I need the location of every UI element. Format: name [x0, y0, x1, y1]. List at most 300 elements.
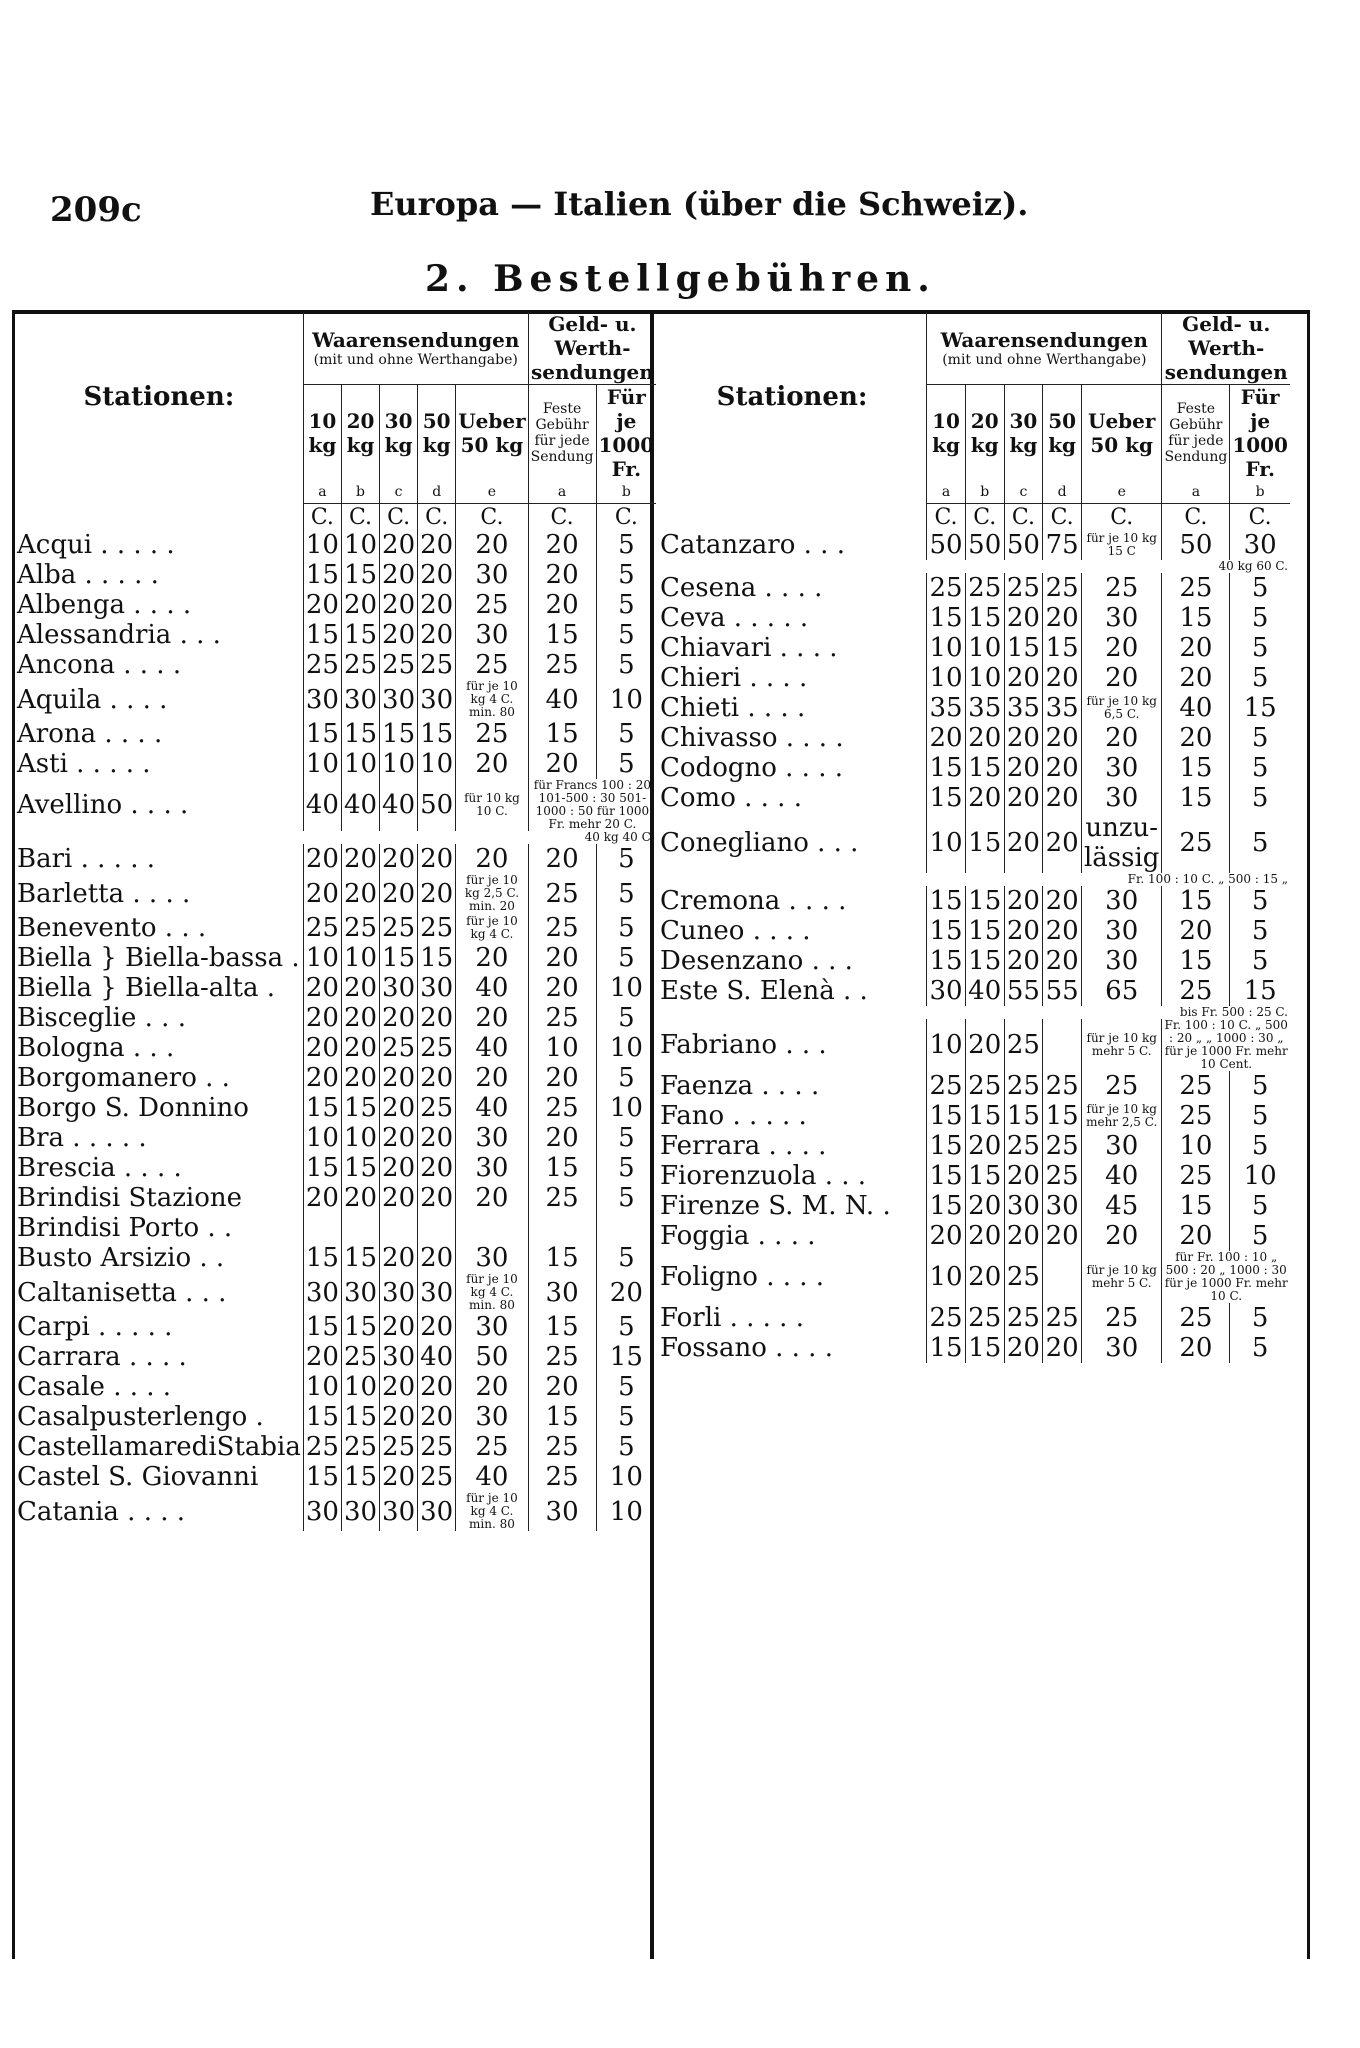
fee-note: bis Fr. 500 : 25 C.	[1179, 1005, 1288, 1019]
table-row	[658, 976, 1290, 1006]
fee-cell: 25	[528, 1432, 596, 1462]
fee-cell: 5	[596, 844, 656, 874]
fee-cell: 25	[341, 650, 379, 680]
station-name: CastellamarediStabia	[17, 1432, 301, 1462]
table-row	[15, 973, 656, 1003]
fee-cell: 15	[303, 560, 341, 590]
page-title: Europa — Italien (über die Schweiz).	[370, 185, 1029, 223]
fee-cell: 20	[1081, 1221, 1161, 1251]
fee-cell: 20	[341, 590, 379, 620]
fee-cell: 15	[303, 719, 341, 749]
fee-cell: 25	[456, 719, 528, 749]
table-row	[15, 844, 656, 874]
fee-cell: 5	[596, 749, 656, 779]
fee-cell: 15	[528, 1312, 596, 1342]
fee-cell: 40	[1081, 1161, 1161, 1191]
money-group-header: Geld- u. Werth-sendungen	[1162, 312, 1290, 385]
col-20kg: 20 kg	[965, 385, 1004, 482]
fee-cell: 20	[380, 620, 418, 650]
fee-cell: 15	[1162, 1191, 1230, 1221]
table-row	[15, 913, 656, 943]
fee-cell: 15	[303, 1312, 341, 1342]
fee-cell: 20	[380, 1183, 418, 1213]
fee-cell: 15	[965, 916, 1004, 946]
fee-cell: 30	[1081, 603, 1161, 633]
station-name: Chivasso . . . .	[660, 723, 844, 753]
fee-cell: 30	[303, 1273, 341, 1312]
fee-cell: 30	[528, 1273, 596, 1312]
fee-cell: 15	[341, 560, 379, 590]
fee-cell: 15	[965, 946, 1004, 976]
fee-cell: 25	[1043, 573, 1082, 603]
station-name: Casalpusterlengo .	[17, 1402, 264, 1432]
station-name: Castel S. Giovanni	[17, 1462, 259, 1492]
fee-cell: 20	[456, 1063, 528, 1093]
fee-cell: 30	[456, 1243, 528, 1273]
station-name: Borgomanero . .	[17, 1063, 230, 1093]
station-name: Codogno . . . .	[660, 753, 844, 783]
section-title: 2. Bestellgebühren.	[425, 258, 936, 300]
fee-cell	[1043, 1019, 1082, 1071]
table-row	[15, 530, 656, 560]
fee-cell: 20	[456, 749, 528, 779]
unit-cell: C.	[380, 504, 418, 531]
fee-cell: 20	[1043, 916, 1082, 946]
fee-cell: 20	[1004, 813, 1043, 873]
fee-cell: 5	[596, 1243, 656, 1273]
fee-cell: 5	[596, 1183, 656, 1213]
fee-cell: 20	[456, 844, 528, 874]
fee-cell: 20	[965, 1019, 1004, 1071]
fee-cell: 25	[1081, 573, 1161, 603]
fee-cell: 15	[927, 1191, 966, 1221]
fee-cell: 15	[418, 943, 456, 973]
letter-b: b	[965, 481, 1004, 504]
unit-cell: C.	[456, 504, 528, 531]
table-row	[15, 719, 656, 749]
fee-cell: 20	[1004, 603, 1043, 633]
station-name: Fossano . . . .	[660, 1333, 833, 1363]
fee-cell: 20	[456, 1183, 528, 1213]
station-name: Brindisi Porto . .	[17, 1213, 233, 1243]
fee-cell: 20	[1004, 916, 1043, 946]
col-50kg: 50 kg	[1043, 385, 1082, 482]
table-row	[15, 680, 656, 719]
fee-cell: 15	[965, 813, 1004, 873]
fee-cell: 20	[528, 1063, 596, 1093]
unit-cell: C.	[965, 504, 1004, 531]
fee-cell: 30	[380, 1273, 418, 1312]
fee-cell: 35	[965, 693, 1004, 723]
fee-cell: 15	[927, 916, 966, 946]
fee-cell: 10	[1230, 1161, 1290, 1191]
fee-cell: 10	[927, 663, 966, 693]
unit-cell: C.	[528, 504, 596, 531]
fee-cell: 20	[1162, 1221, 1230, 1251]
fee-cell: 30	[380, 973, 418, 1003]
fee-cell: 15	[303, 1402, 341, 1432]
col-fixed-fee: Feste Gebühr für jede Sendung	[1162, 385, 1230, 482]
fee-cell: 30	[456, 1402, 528, 1432]
fee-cell: 15	[965, 886, 1004, 916]
fee-cell: 15	[965, 1161, 1004, 1191]
table-row	[15, 560, 656, 590]
table-row	[658, 1019, 1290, 1071]
fee-cell: 30	[1081, 1131, 1161, 1161]
fee-cell: 15	[528, 719, 596, 749]
fee-cell: 10	[303, 749, 341, 779]
fee-cell: 45	[1081, 1191, 1161, 1221]
fee-cell: 25	[341, 1432, 379, 1462]
fee-cell: 20	[418, 1153, 456, 1183]
fee-cell: 10	[341, 943, 379, 973]
table-row	[15, 650, 656, 680]
col-30kg: 30 kg	[380, 385, 418, 482]
fee-cell: 30	[1081, 753, 1161, 783]
fee-cell: 25	[1162, 1161, 1230, 1191]
station-name: Como . . . .	[660, 783, 802, 813]
fee-cell: 15	[1004, 1101, 1043, 1131]
fee-cell: 25	[1004, 1303, 1043, 1333]
fee-cell: 5	[596, 1153, 656, 1183]
fee-cell: 25	[927, 573, 966, 603]
fee-cell: 10	[341, 1123, 379, 1153]
fee-cell: 20	[965, 1221, 1004, 1251]
station-name: Conegliano . . .	[660, 828, 859, 858]
station-name: Fano . . . . .	[660, 1101, 807, 1131]
station-name: Este S. Elenà . .	[660, 976, 868, 1006]
fee-cell: 25	[418, 1432, 456, 1462]
stations-header: Stationen:	[83, 381, 235, 412]
fee-cell: 20	[380, 1312, 418, 1342]
station-name: Fabriano . . .	[660, 1030, 827, 1060]
table-row	[658, 1071, 1290, 1101]
fee-cell: 40	[528, 680, 596, 719]
table-row	[658, 886, 1290, 916]
table-row	[658, 916, 1290, 946]
fee-cell: 20	[418, 1243, 456, 1273]
fee-cell: 20	[380, 844, 418, 874]
fee-cell: 15	[927, 1333, 966, 1363]
fee-cell: 20	[380, 560, 418, 590]
station-name: Busto Arsizio . .	[17, 1243, 225, 1273]
table-row	[658, 783, 1290, 813]
fee-cell: 5	[1230, 1071, 1290, 1101]
fee-cell: 15	[380, 719, 418, 749]
fee-cell: 15	[341, 1312, 379, 1342]
fee-cell: 25	[1162, 1101, 1230, 1131]
fee-cell: 25	[1004, 1019, 1043, 1071]
note-row	[15, 831, 656, 844]
fee-cell: 10	[341, 749, 379, 779]
money-group-header: Geld- u. Werth-sendungen	[528, 312, 656, 385]
fee-cell: 20	[1162, 723, 1230, 753]
fee-cell: 25	[418, 650, 456, 680]
table-row	[658, 663, 1290, 693]
table-row	[15, 779, 656, 831]
col-50kg: 50 kg	[418, 385, 456, 482]
fee-cell: 5	[1230, 633, 1290, 663]
fee-cell: 15	[303, 1462, 341, 1492]
fee-cell: 5	[1230, 1221, 1290, 1251]
table-row	[15, 1342, 656, 1372]
fee-cell: Fr. 100 : 10 C. „ 500 : 20 „ „ 1000 : 30 „ für je 1000 Fr. mehr 10 Cent.	[1162, 1019, 1290, 1071]
station-name: Fiorenzuola . . .	[660, 1161, 867, 1191]
fee-cell: 25	[927, 1071, 966, 1101]
fee-cell: 30	[1081, 886, 1161, 916]
fee-cell: 5	[596, 620, 656, 650]
fee-cell: 20	[1043, 886, 1082, 916]
station-name: Ceva . . . . .	[660, 603, 809, 633]
fee-cell: 25	[528, 1003, 596, 1033]
fee-cell: 20	[1162, 633, 1230, 663]
col-fixed-fee: Feste Gebühr für jede Sendung	[528, 385, 596, 482]
fee-cell: 10	[596, 680, 656, 719]
table-row	[658, 1333, 1290, 1363]
fee-cell: 20	[303, 1003, 341, 1033]
fee-cell: 15	[303, 1153, 341, 1183]
fee-cell: 5	[596, 1372, 656, 1402]
fee-cell: 20	[380, 530, 418, 560]
fee-cell: 25	[380, 1033, 418, 1063]
col-over50: Ueber 50 kg	[1081, 385, 1161, 482]
fee-cell: 40	[456, 1462, 528, 1492]
table-row	[15, 1492, 656, 1531]
letter-c: c	[1004, 481, 1043, 504]
fee-cell: 20	[528, 973, 596, 1003]
fee-cell: 20	[341, 1003, 379, 1033]
table-row	[658, 530, 1290, 560]
fee-cell: 20	[528, 530, 596, 560]
letter-a2: a	[1162, 481, 1230, 504]
table-row	[15, 749, 656, 779]
fee-cell: 20	[303, 844, 341, 874]
fee-cell: 20	[380, 1462, 418, 1492]
station-name: Brescia . . . .	[17, 1153, 182, 1183]
col-20kg: 20 kg	[341, 385, 379, 482]
fee-cell: 40	[456, 1093, 528, 1123]
fee-cell: 25	[1043, 1303, 1082, 1333]
fee-cell: 25	[380, 1432, 418, 1462]
fee-cell	[303, 1213, 341, 1243]
fee-cell: 25	[341, 913, 379, 943]
fee-cell: 20	[528, 590, 596, 620]
fee-cell: 5	[596, 1123, 656, 1153]
fee-cell: 50	[1162, 530, 1230, 560]
fee-cell: 20	[418, 1183, 456, 1213]
unit-cell: C.	[1081, 504, 1161, 531]
fee-cell: 50	[456, 1342, 528, 1372]
table-body-right	[658, 530, 1290, 1363]
fee-cell: 20	[456, 943, 528, 973]
fee-cell: für Fr. 100 : 10 „ 500 : 20 „ 1000 : 30 für je 1000 Fr. mehr 10 C.	[1162, 1251, 1290, 1303]
table-row	[15, 1003, 656, 1033]
station-name: Bologna . . .	[17, 1033, 175, 1063]
fee-cell: 20	[341, 1063, 379, 1093]
fee-cell	[596, 1213, 656, 1243]
station-name: Cremona . . . .	[660, 886, 847, 916]
table-row	[15, 620, 656, 650]
table-row	[658, 1221, 1290, 1251]
fee-cell: 25	[1004, 1251, 1043, 1303]
station-name: Ferrara . . . .	[660, 1131, 827, 1161]
fee-cell: 20	[303, 1033, 341, 1063]
fee-cell: 30	[528, 1492, 596, 1531]
station-name: Catania . . . .	[17, 1496, 186, 1527]
fee-cell: 25	[1081, 1071, 1161, 1101]
fee-cell: 20	[528, 943, 596, 973]
unit-cell: C.	[927, 504, 966, 531]
fee-cell: 20	[528, 844, 596, 874]
fee-cell: 20	[1081, 633, 1161, 663]
fee-cell: 20	[303, 1063, 341, 1093]
fee-cell: 55	[1004, 976, 1043, 1006]
fee-cell: 20	[418, 1312, 456, 1342]
fee-cell: 15	[528, 1243, 596, 1273]
fee-cell: 20	[418, 1402, 456, 1432]
table-row	[658, 723, 1290, 753]
col-10kg: 10 kg	[927, 385, 966, 482]
fee-cell: 5	[1230, 573, 1290, 603]
fee-cell: 20	[1004, 1333, 1043, 1363]
fee-cell: für je 10 kg mehr 2,5 C.	[1081, 1101, 1161, 1131]
fee-cell: 15	[965, 603, 1004, 633]
fee-cell: 40	[303, 779, 341, 831]
fee-cell: 20	[1162, 663, 1230, 693]
station-name: Catanzaro . . .	[660, 530, 845, 560]
fee-cell: 55	[1043, 976, 1082, 1006]
fee-cell: 15	[965, 1101, 1004, 1131]
fee-cell: 5	[1230, 783, 1290, 813]
fee-cell: 20	[418, 1123, 456, 1153]
fee-cell: 20	[1081, 723, 1161, 753]
station-name: Brindisi Stazione	[17, 1183, 243, 1213]
fee-cell: 5	[1230, 723, 1290, 753]
fee-cell: 30	[1081, 916, 1161, 946]
fee-cell: 20	[418, 530, 456, 560]
station-name: Ancona . . . .	[17, 650, 182, 680]
fee-cell: 20	[1043, 946, 1082, 976]
unit-cell: C.	[1230, 504, 1290, 531]
fee-cell: für je 10 kg 4 C. min. 80	[456, 1273, 528, 1312]
fee-cell: 15	[341, 620, 379, 650]
fee-cell: 25	[1162, 1303, 1230, 1333]
table-row	[658, 633, 1290, 663]
table-body-left	[15, 530, 656, 1531]
table-row	[15, 1372, 656, 1402]
fee-cell: 20	[380, 1243, 418, 1273]
station-name: Carpi . . . . .	[17, 1312, 173, 1342]
fee-cell: 5	[1230, 1131, 1290, 1161]
fee-cell: 10	[303, 1372, 341, 1402]
fee-cell: 20	[303, 874, 341, 913]
fee-cell: 10	[596, 1033, 656, 1063]
unit-cell: C.	[303, 504, 341, 531]
letter-e: e	[1081, 481, 1161, 504]
fee-cell: 25	[528, 1093, 596, 1123]
fee-cell: 15	[341, 1093, 379, 1123]
fee-cell: 15	[528, 1402, 596, 1432]
col-over50: Ueber 50 kg	[456, 385, 528, 482]
fee-cell: 15	[303, 1243, 341, 1273]
letter-a: a	[927, 481, 966, 504]
table-row	[15, 1063, 656, 1093]
page-number: 209c	[50, 190, 142, 230]
table-right	[658, 312, 1290, 1363]
station-name: Firenze S. M. N. .	[660, 1191, 891, 1221]
fee-cell: 25	[528, 650, 596, 680]
fee-cell: 15	[418, 719, 456, 749]
station-name: Biella } Biella-alta .	[17, 973, 276, 1003]
fee-cell: 20	[1043, 783, 1082, 813]
fee-cell: 25	[965, 1071, 1004, 1101]
station-name: Biella } Biella-bassa .	[17, 943, 300, 973]
table-row	[15, 1033, 656, 1063]
fee-note: Fr. 100 : 10 C. „ 500 : 15 „	[1127, 872, 1288, 886]
fee-cell: 20	[380, 590, 418, 620]
fee-cell: 20	[456, 1003, 528, 1033]
fee-cell: 25	[1162, 1071, 1230, 1101]
fee-cell: 30	[1081, 783, 1161, 813]
station-name: Benevento . . .	[17, 913, 207, 943]
fee-note: 40 kg 40 C.	[584, 830, 655, 844]
fee-cell: 30	[380, 680, 418, 719]
fee-cell: 20	[418, 590, 456, 620]
fee-cell: 25	[303, 1432, 341, 1462]
fee-cell: 20	[303, 973, 341, 1003]
fee-cell: 75	[1043, 530, 1082, 560]
fee-cell: 50	[418, 779, 456, 831]
fee-cell: 15	[927, 1161, 966, 1191]
table-row	[15, 1093, 656, 1123]
fee-cell: 15	[1043, 1101, 1082, 1131]
fee-cell: 10	[965, 633, 1004, 663]
unit-cell: C.	[596, 504, 656, 531]
fee-cell: 10	[596, 1093, 656, 1123]
fee-cell: 20	[965, 783, 1004, 813]
fee-cell: 15	[341, 1402, 379, 1432]
fee-cell: 20	[1043, 813, 1082, 873]
table-row	[15, 874, 656, 913]
fee-cell: 20	[1004, 663, 1043, 693]
fee-cell: 25	[1162, 813, 1230, 873]
letter-a: a	[303, 481, 341, 504]
fee-cell: 25	[1004, 1131, 1043, 1161]
fee-cell: 40	[965, 976, 1004, 1006]
fee-cell: 20	[1004, 886, 1043, 916]
fee-cell: 5	[596, 590, 656, 620]
fee-cell: 20	[341, 973, 379, 1003]
fee-cell: 20	[418, 1372, 456, 1402]
fee-cell: 25	[456, 590, 528, 620]
fee-cell: 20	[380, 1123, 418, 1153]
fee-cell: 10	[927, 813, 966, 873]
fee-cell: für je 10 kg 6,5 C.	[1081, 693, 1161, 723]
fee-cell: 20	[1043, 663, 1082, 693]
fee-cell: 15	[1004, 633, 1043, 663]
fee-cell: 30	[418, 680, 456, 719]
fee-cell: 10	[303, 530, 341, 560]
fee-cell: für je 10 kg mehr 5 C.	[1081, 1251, 1161, 1303]
fee-cell: 15	[927, 1101, 966, 1131]
fee-cell: 5	[596, 650, 656, 680]
fee-cell: 35	[1004, 693, 1043, 723]
fee-cell: 25	[965, 573, 1004, 603]
fee-cell: 20	[1043, 1333, 1082, 1363]
fee-cell: 30	[418, 973, 456, 1003]
fee-cell: 15	[380, 943, 418, 973]
fee-cell: 30	[341, 1492, 379, 1531]
